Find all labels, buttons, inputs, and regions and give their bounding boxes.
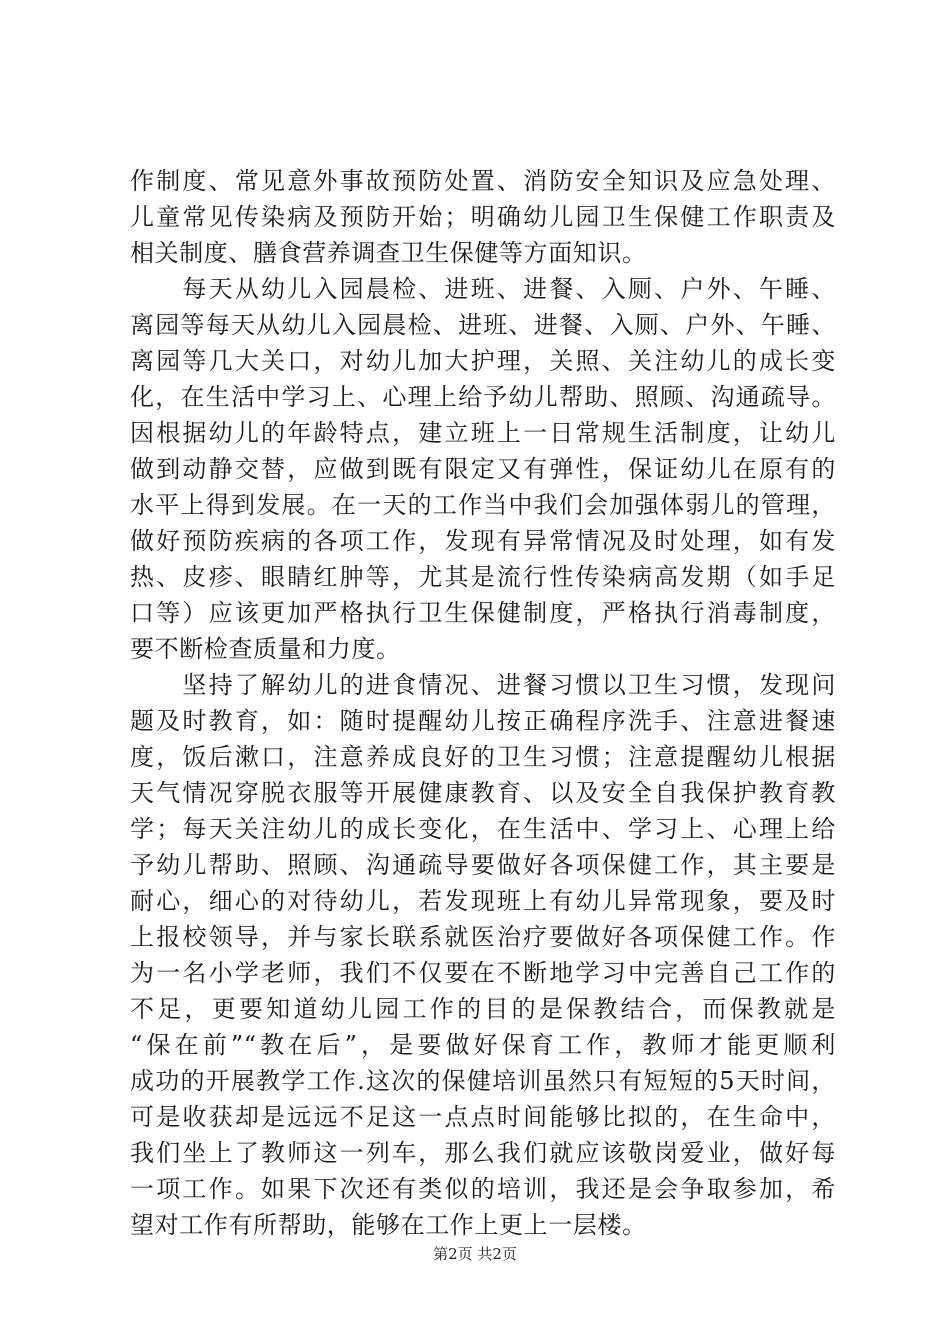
text-line: 耐心，细心的对待幼儿，若发现班上有幼儿异常现象，要及时 xyxy=(130,887,836,915)
text-line: 题及时教育，如：随时提醒幼儿按正确程序洗手、注意进餐速 xyxy=(130,707,836,735)
text-line: 一项工作。如果下次还有类似的培训，我还是会争取参加，希 xyxy=(130,1175,836,1203)
text-line: 上报校领导，并与家长联系就医治疗要做好各项保健工作。作 xyxy=(130,923,836,951)
page-number-footer: 第2页 共2页 xyxy=(433,1245,517,1263)
text-line: 坚持了解幼儿的进食情况、进餐习惯以卫生习惯，发现问 xyxy=(130,671,836,699)
text-line: 我们坐上了教师这一列车，那么我们就应该敬岗爱业，做好每 xyxy=(130,1139,836,1167)
text-line: 作制度、常见意外事故预防处置、消防安全知识及应急处理、 xyxy=(130,167,836,195)
text-line: 要不断检查质量和力度。 xyxy=(130,635,401,663)
text-line: 予幼儿帮助、照顾、沟通疏导要做好各项保健工作，其主要是 xyxy=(130,851,836,879)
text-line: 离园等每天从幼儿入园晨检、进班、进餐、入厕、户外、午睡、 xyxy=(130,311,836,339)
text-line: 水平上得到发展。在一天的工作当中我们会加强体弱儿的管理， xyxy=(130,491,836,519)
text-line: 做好预防疾病的各项工作，发现有异常情况及时处理，如有发 xyxy=(130,527,836,555)
text-line: 相关制度、膳食营养调查卫生保健等方面知识。 xyxy=(130,239,647,267)
text-line: 为一名小学老师，我们不仅要在不断地学习中完善自己工作的 xyxy=(130,959,836,987)
text-line: 天气情况穿脱衣服等开展健康教育、以及安全自我保护教育教 xyxy=(130,779,836,807)
text-line: 热、皮疹、眼睛红肿等，尤其是流行性传染病高发期（如手足 xyxy=(130,563,836,591)
text-line: 望对工作有所帮助，能够在工作上更上一层楼。 xyxy=(130,1211,647,1239)
text-line: “保在前”“教在后”，是要做好保育工作，教师才能更顺利 xyxy=(130,1031,836,1059)
text-line: 化，在生活中学习上、心理上给予幼儿帮助、照顾、沟通疏导。 xyxy=(130,383,836,411)
document-body xyxy=(130,163,836,1243)
text-line: 度，饭后漱口，注意养成良好的卫生习惯；注意提醒幼儿根据 xyxy=(130,743,836,771)
text-line: 学；每天关注幼儿的成长变化，在生活中、学习上、心理上给 xyxy=(130,815,836,843)
text-line: 每天从幼儿入园晨检、进班、进餐、入厕、户外、午睡、 xyxy=(130,275,836,303)
text-line: 口等）应该更加严格执行卫生保健制度，严格执行消毒制度， xyxy=(130,599,836,627)
text-line: 儿童常见传染病及预防开始；明确幼儿园卫生保健工作职责及 xyxy=(130,203,836,231)
text-line: 离园等几大关口，对幼儿加大护理，关照、关注幼儿的成长变 xyxy=(130,347,836,375)
text-line: 不足，更要知道幼儿园工作的目的是保教结合，而保教就是 xyxy=(130,995,836,1023)
text-line: 做到动静交替，应做到既有限定又有弹性，保证幼儿在原有的 xyxy=(130,455,836,483)
text-line: 成功的开展教学工作.这次的保健培训虽然只有短短的5天时间， xyxy=(130,1067,836,1095)
text-line: 可是收获却是远远不足这一点点时间能够比拟的，在生命中， xyxy=(130,1103,836,1131)
text-line: 因根据幼儿的年龄特点，建立班上一日常规生活制度，让幼儿 xyxy=(130,419,836,447)
